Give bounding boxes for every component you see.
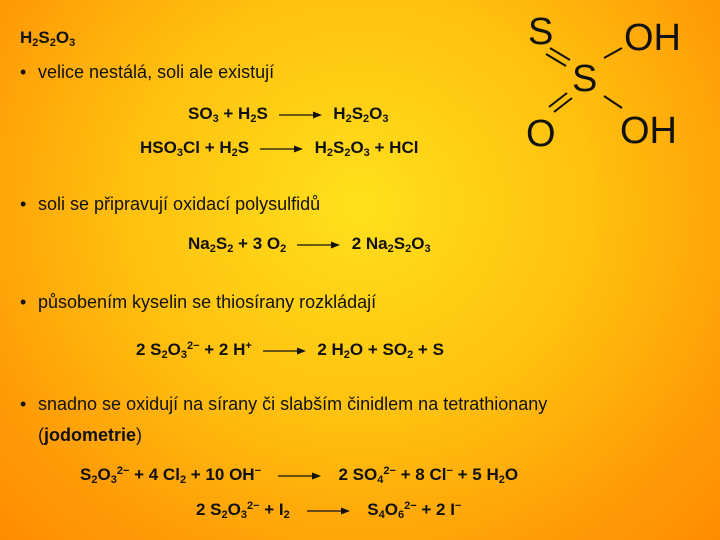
reaction-arrow-icon (297, 240, 341, 250)
bullet-4 (20, 394, 547, 415)
equation-4 (136, 340, 444, 361)
title-part: O (55, 28, 70, 47)
bullet-text: velice nestálá, soli ale existují (38, 62, 275, 82)
title-part: S (38, 28, 50, 47)
bullet-text: soli se připravují oxidací polysulfidů (38, 194, 321, 214)
reaction-arrow-icon (260, 144, 304, 154)
title-part: H (20, 28, 33, 47)
eq-rhs: 2 $Na_2S_2O_3$ (351, 234, 431, 255)
atom-s-top: S (528, 11, 554, 53)
eq-rhs: $H_2S_2O_3$ (333, 104, 389, 125)
eq-lhs: 2 $S_2O_3^{2-} + 2$ H+ (136, 340, 252, 361)
reaction-arrow-icon (307, 506, 351, 516)
eq-rhs: 2 $SO_4^{2-} + 8$ Cl− + 5 $H_2O$ (338, 465, 519, 486)
bullet-dot: • (20, 292, 27, 312)
group-oh-bottom: OH (620, 110, 677, 152)
single-bond-line (604, 48, 622, 58)
bullet-1 (20, 62, 274, 83)
title-sub: 2 (49, 37, 56, 49)
eq-rhs: $S_4O_6^{2-} + 2$ I− (367, 500, 462, 521)
equation-3 (188, 234, 431, 255)
reaction-arrow-icon (278, 471, 322, 481)
bullet-dot: • (20, 194, 27, 214)
bullet-dot: • (20, 62, 27, 82)
eq-lhs: $HSO_3Cl + H_2S$ (140, 138, 250, 159)
eq-lhs: $Na_2S_2 + 3$ $O_2$ (188, 234, 287, 255)
atom-s-center: S (572, 58, 598, 100)
bullet-2 (20, 194, 320, 215)
equation-2 (140, 138, 418, 159)
group-oh-top: OH (624, 17, 681, 59)
bullet-3 (20, 292, 376, 313)
bullet-text: snadno se oxidují na sírany či slabším činidlem na tetrathionany (38, 394, 548, 414)
eq-lhs: $S_2O_3^{2-} + 4$ $Cl_2 + 10$ OH− (80, 465, 262, 486)
title-sub: 2 (32, 37, 39, 49)
eq-lhs: 2 $S_2O_3^{2-} + I_2$ (196, 500, 290, 521)
single-bond-line (604, 96, 622, 108)
reaction-arrow-icon (279, 110, 323, 120)
jodometrie-term: jodometrie (44, 425, 137, 445)
atom-o-bottom: O (526, 113, 556, 155)
formula-title (20, 28, 75, 49)
equation-6 (196, 500, 461, 521)
bullet-dot: • (20, 394, 27, 414)
eq-rhs: 2 $H_2O + SO_2 + S$ (317, 340, 444, 361)
title-sub: 3 (69, 37, 76, 49)
eq-lhs: $SO_3 + H_2S$ (188, 104, 268, 125)
bullet-4-continuation: (jodometrie) (38, 425, 143, 445)
eq-rhs: $H_2S_2O_3$ + HCl (314, 138, 419, 159)
equation-1 (188, 104, 389, 125)
thiosulfuric-acid-structure (520, 8, 710, 158)
bullet-text: působením kyselin se thiosírany rozkládají (38, 292, 377, 312)
reaction-arrow-icon (263, 346, 307, 356)
equation-5 (80, 465, 518, 486)
